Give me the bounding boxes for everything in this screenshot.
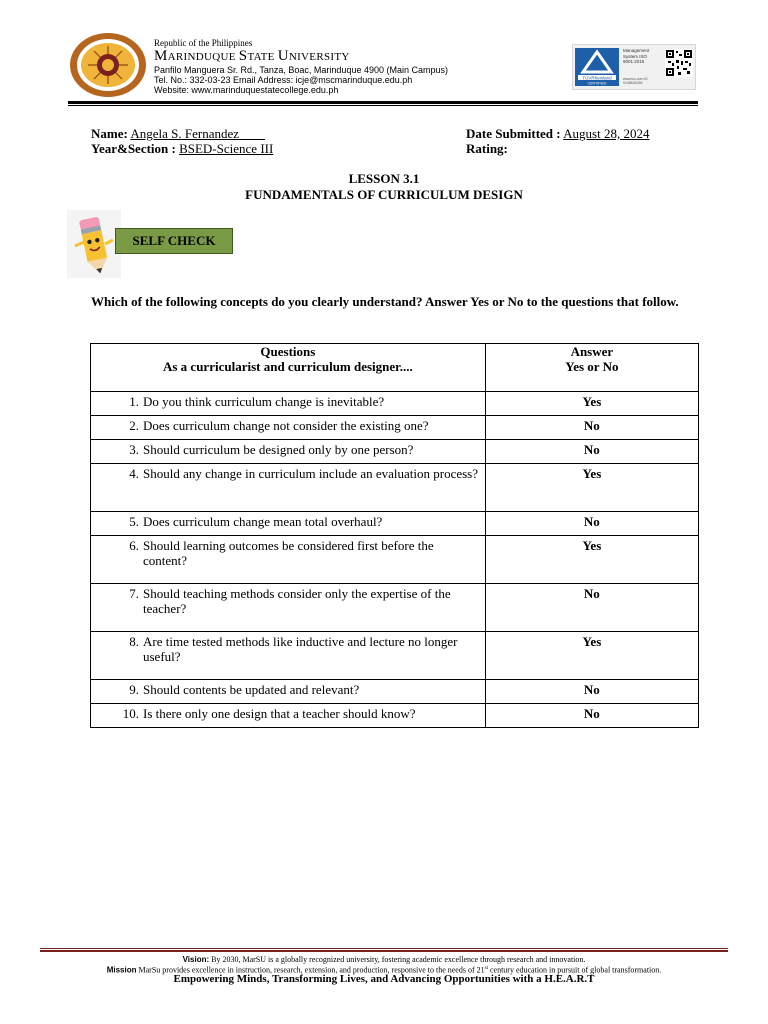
question-cell <box>91 680 486 704</box>
table-row <box>91 632 699 680</box>
svg-text:TÜVRheinland: TÜVRheinland <box>582 75 612 81</box>
answer-cell: No <box>485 512 698 536</box>
lesson-number: LESSON 3.1 <box>348 171 420 186</box>
table-row <box>91 512 699 536</box>
answer-cell: Yes <box>485 632 698 680</box>
answer-cell: No <box>485 680 698 704</box>
table-row <box>91 416 699 440</box>
section-label: Year&Section : <box>91 141 176 156</box>
section-value: BSED-Science III <box>179 141 274 156</box>
question-cell <box>91 632 486 680</box>
contact-line: Tel. No.: 332-03-23 Email Address: icje@mscmarinduque.edu.ph <box>154 75 413 85</box>
name-field <box>91 126 265 141</box>
question-number: 8. <box>129 634 139 649</box>
question-number: 2. <box>129 418 139 433</box>
table-row <box>91 704 699 728</box>
letterhead-text <box>154 38 514 95</box>
question-number: 4. <box>129 466 139 481</box>
questions-column-header: Questions As a curricularist and curriculum designer.... <box>91 344 486 392</box>
instruction-text: Which of the following concepts do you clearly understand? Answer Yes or No to the questions that follow. <box>91 294 679 309</box>
lesson-title: FUNDAMENTALS OF CURRICULUM DESIGN <box>245 187 523 202</box>
question-text: Is there only one design that a teacher should know? <box>143 706 416 721</box>
university-name: MARINDUQUE STATE UNIVERSITY <box>154 48 350 64</box>
table-row <box>91 584 699 632</box>
question-text: Should learning outcomes be considered first before the content? <box>143 538 434 568</box>
table-row <box>91 536 699 584</box>
cert-small-text: www.tuv.com ID 9108634259 <box>623 77 648 85</box>
republic-line: Republic of the Philippines <box>154 38 253 48</box>
name-label: Name: <box>91 126 128 141</box>
header-rule-thin <box>68 105 698 106</box>
answer-cell: No <box>485 440 698 464</box>
table-header-row <box>91 344 699 392</box>
question-number: 10. <box>122 706 139 721</box>
answer-column-header: Answer Yes or No <box>485 344 698 392</box>
question-text: Should curriculum be designed only by one person? <box>143 442 414 457</box>
qr-code-icon <box>665 49 693 77</box>
question-number: 1. <box>129 394 139 409</box>
footer-rule-thick <box>40 950 728 952</box>
question-cell <box>91 536 486 584</box>
question-text: Should contents be updated and relevant? <box>143 682 360 697</box>
header-rule <box>68 101 698 104</box>
question-cell <box>91 704 486 728</box>
university-motto: Empowering Minds, Transforming Lives, and Advancing Opportunities with a H.E.A.R.T <box>173 973 595 985</box>
question-number: 7. <box>129 586 139 601</box>
university-seal-icon <box>68 32 148 98</box>
question-number: 9. <box>129 682 139 697</box>
question-text: Are time tested methods like inductive and lecture no longer useful? <box>143 634 458 664</box>
table-row <box>91 440 699 464</box>
letterhead <box>68 30 698 102</box>
question-text: Should any change in curriculum include an evaluation process? <box>143 466 479 481</box>
mission-statement: Mission MarSu provides excellence in instruction, research, extension, and production, responsive to the needs of 21st century education in pursuit of global transformation. <box>106 965 662 975</box>
question-cell <box>91 464 486 512</box>
answer-cell: Yes <box>485 536 698 584</box>
address-line: Panfilo Manguera Sr. Rd., Tanza, Boac, Marinduque 4900 (Main Campus) <box>154 65 448 75</box>
answer-cell: No <box>485 416 698 440</box>
date-label: Date Submitted : <box>466 126 561 141</box>
table-row <box>91 464 699 512</box>
svg-text:CERTIFIED: CERTIFIED <box>587 81 607 86</box>
question-number: 3. <box>129 442 139 457</box>
section-field <box>91 141 273 156</box>
answer-cell: No <box>485 584 698 632</box>
table-row <box>91 680 699 704</box>
name-value: Angela S. Fernandez <box>130 126 266 141</box>
answer-cell: Yes <box>485 392 698 416</box>
pencil-mascot-icon <box>67 210 121 278</box>
question-number: 6. <box>129 538 139 553</box>
question-text: Do you think curriculum change is inevitable? <box>143 394 385 409</box>
website-line: Website: www.marinduquestatecollege.edu.ph <box>154 85 339 95</box>
question-cell <box>91 584 486 632</box>
self-check-banner: SELF CHECK <box>115 228 233 254</box>
question-text: Does curriculum change not consider the existing one? <box>143 418 429 433</box>
date-value: August 28, 2024 <box>563 126 650 141</box>
answer-cell: No <box>485 704 698 728</box>
question-text: Does curriculum change mean total overhaul? <box>143 514 383 529</box>
iso-certification-badge <box>572 44 696 90</box>
date-field <box>466 126 649 141</box>
questions-table-body <box>91 392 699 728</box>
question-cell <box>91 440 486 464</box>
question-text: Should teaching methods consider only the expertise of the teacher? <box>143 586 451 616</box>
vision-statement: Vision: By 2030, MarSU is a globally recognized university, fostering academic excellence through research and innovation. <box>182 955 586 964</box>
question-cell <box>91 512 486 536</box>
question-cell <box>91 416 486 440</box>
question-number: 5. <box>129 514 139 529</box>
footer-rule <box>40 948 728 949</box>
answer-cell: Yes <box>485 464 698 512</box>
question-cell <box>91 392 486 416</box>
tuv-logo-icon <box>575 48 619 86</box>
rating-label: Rating: <box>466 141 508 156</box>
rating-field <box>466 141 508 156</box>
cert-text: Management System ISO 9001:2015 <box>623 48 650 64</box>
questions-table <box>90 343 699 728</box>
table-row <box>91 392 699 416</box>
